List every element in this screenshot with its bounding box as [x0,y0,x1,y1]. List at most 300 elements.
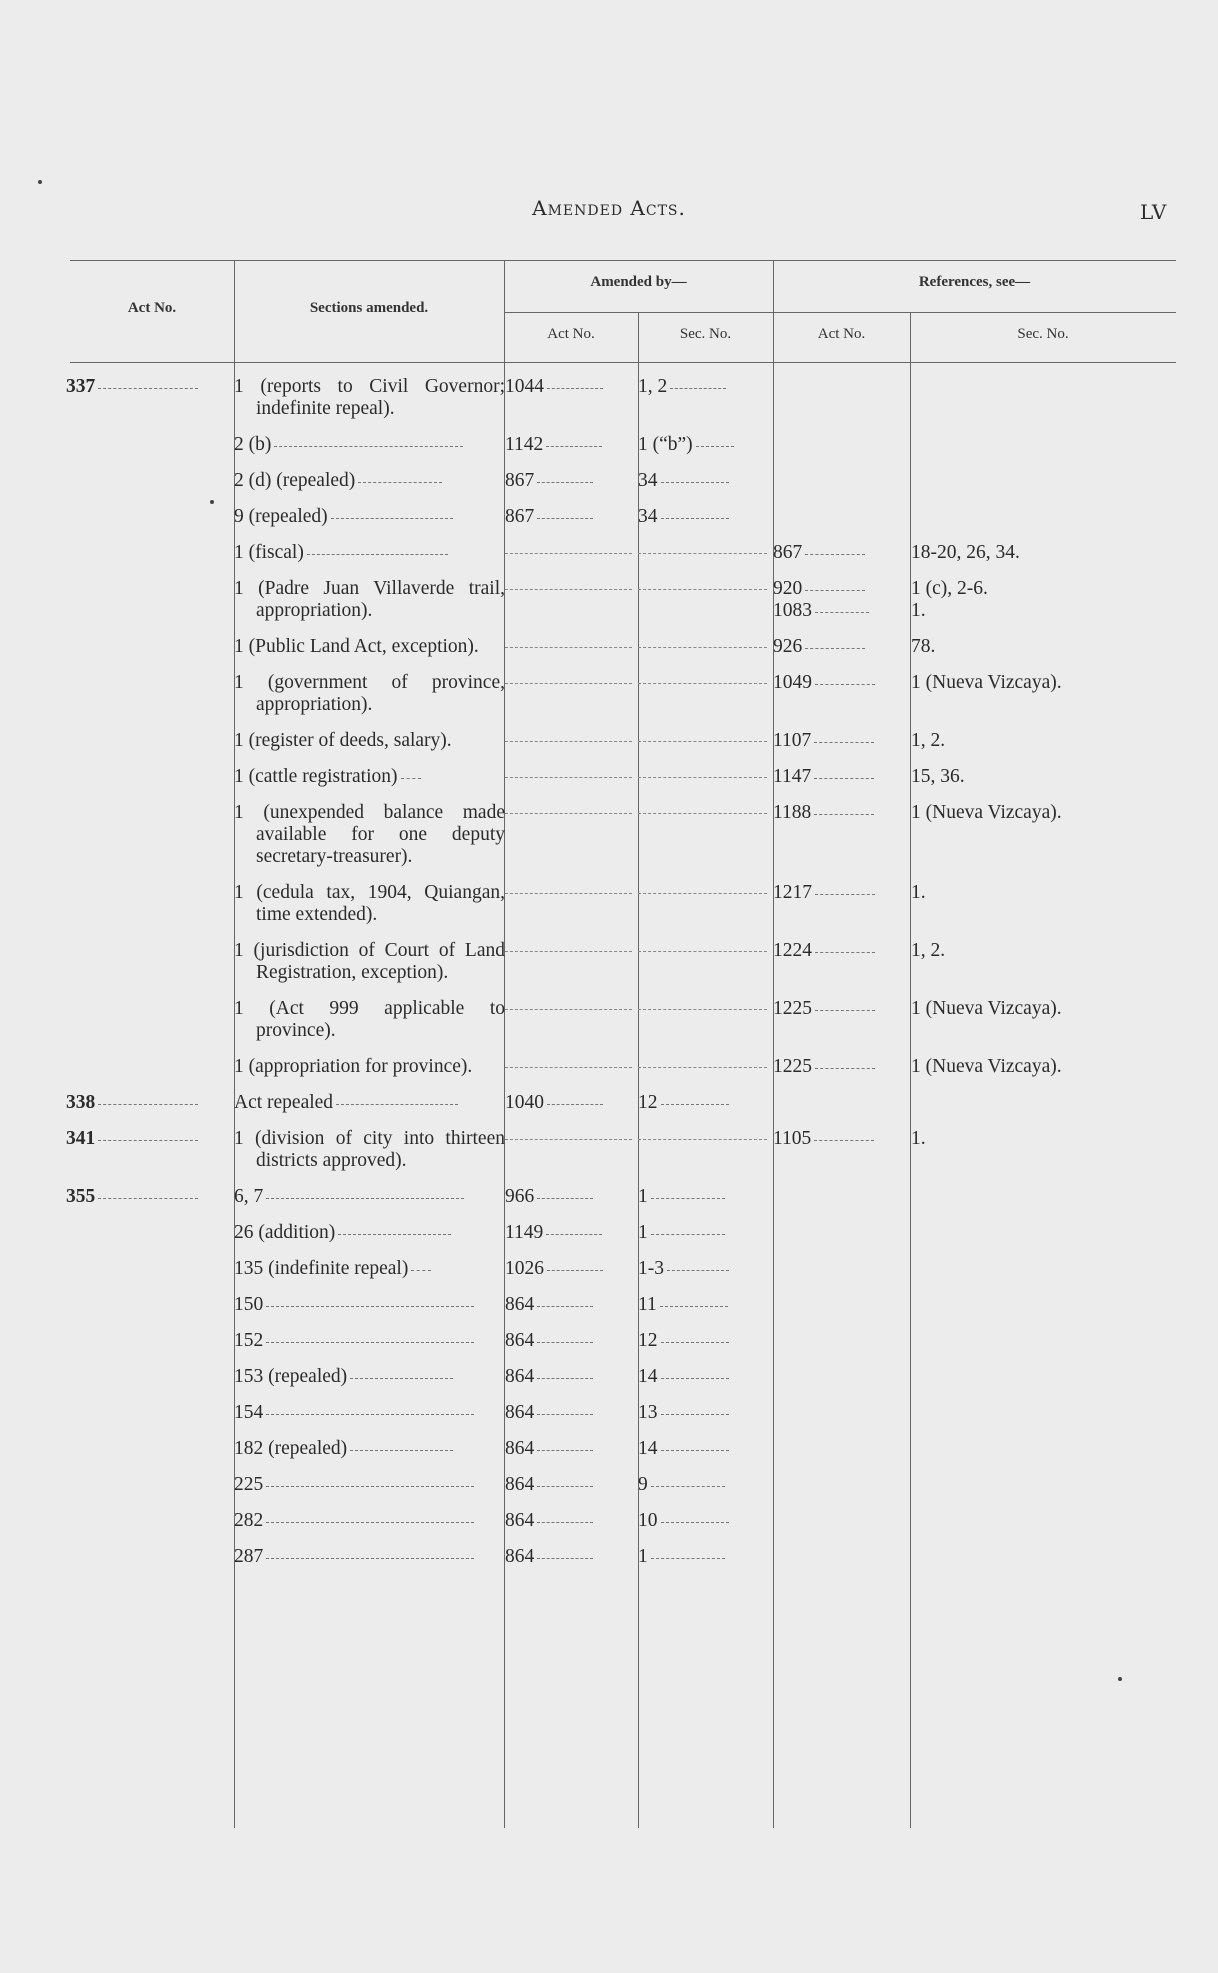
section-cell [234,578,505,636]
ref-act-cell [773,1294,911,1330]
amended-act-no: 1040 [505,1092,544,1113]
table-row [66,1474,1176,1510]
dot-leader [547,1269,603,1271]
ref-sec-cell [911,1222,1176,1258]
amended-sec-cell [638,730,773,766]
dot-leader [651,1557,725,1559]
dot-leader [411,1269,431,1271]
dash-fill [505,1056,632,1068]
section-text: 2 (d) (repealed) [234,470,505,492]
ref-act-cell [773,1366,911,1402]
ref-act-no: 1147 [773,766,812,787]
header-amended-by: Amended by— [590,274,687,290]
ref-act-no: 1224 [773,940,812,961]
ref-sec-cell [911,1402,1176,1438]
section-text: 225 [234,1474,505,1496]
amended-sec-cell [638,636,773,672]
ref-sec-no: 1 (c), 2-6. [911,578,988,599]
section-cell [234,1092,505,1128]
dot-leader [331,517,453,519]
dot-leader [98,1103,198,1105]
act-no-cell [66,1474,234,1510]
dash-fill [638,882,767,894]
dash-fill [505,998,632,1010]
table-row [66,578,1176,636]
act-no-cell [66,376,234,434]
dot-leader [338,1233,451,1235]
section-cell [234,1402,505,1438]
amended-act-cell [505,940,638,998]
amended-sec-no: 13 [638,1402,658,1423]
section-text: 1 (register of deeds, salary). [234,730,452,751]
ref-sec-no: 15, 36. [911,766,965,787]
ref-act-cell [773,766,911,802]
ref-act-cell [773,1546,911,1582]
section-text: 1 (reports to Civil Governor; indefinite repeal). [234,376,505,419]
amended-sec-cell [638,802,773,882]
amended-act-no: 864 [505,1474,535,1495]
section-text: 150 [234,1294,505,1316]
ref-act-cell [773,636,911,672]
amended-act-cell [505,730,638,766]
ref-act-cell [773,434,911,470]
amended-sec-no: 14 [638,1366,658,1387]
amended-sec-no: 12 [638,1092,658,1113]
act-no-cell [66,1330,234,1366]
dot-leader [805,589,865,591]
section-cell [234,998,505,1056]
ref-sec-cell [911,1546,1176,1582]
section-text: 26 (addition) [234,1222,505,1244]
amended-sec-cell [638,1128,773,1186]
table-row [66,1510,1176,1546]
dot-leader [661,1103,729,1105]
amended-act-cell [505,1546,638,1582]
ref-act-no: 920 [773,578,803,599]
dot-leader [537,1377,593,1379]
dot-leader [696,445,734,447]
amended-sec-cell [638,578,773,636]
amended-sec-no: 1 [638,1186,648,1207]
amended-act-cell [505,506,638,542]
amended-sec-cell [638,1546,773,1582]
ref-act-cell [773,940,911,998]
ref-sec-no: 1, 2. [911,730,946,751]
act-no-cell [66,506,234,542]
ref-sec-cell [911,578,1176,636]
dot-leader [815,1067,875,1069]
act-no-cell [66,1092,234,1128]
amended-act-cell [505,1330,638,1366]
amended-act-cell [505,434,638,470]
header-references: References, see— [918,274,1031,290]
dot-leader [651,1233,725,1235]
ref-sec-cell [911,636,1176,672]
dot-leader [805,553,865,555]
dot-leader [547,387,603,389]
section-cell [234,1222,505,1258]
act-no: 338 [66,1092,96,1113]
section-cell [234,1258,505,1294]
table-row [66,434,1176,470]
dot-leader [815,683,875,685]
table-row [66,1330,1176,1366]
table-row [66,1258,1176,1294]
section-text: 9 (repealed) [234,506,505,528]
ref-act-cell [773,998,911,1056]
dot-leader [667,1269,729,1271]
amended-sec-no: 1 [638,1222,648,1243]
table-row [66,730,1176,766]
dot-leader [814,741,874,743]
dot-leader [537,517,593,519]
ref-sec-cell [911,1474,1176,1510]
scan-speck [1118,1677,1122,1681]
dot-leader [815,893,875,895]
ref-act-no: 1049 [773,672,812,693]
dot-leader [266,1197,464,1199]
scan-speck [38,180,42,184]
dash-fill [638,636,767,648]
table-row [66,1222,1176,1258]
ref-sec-cell [911,940,1176,998]
section-text: 1 (government of province, appropriation). [234,672,505,715]
ref-sec-cell [911,1258,1176,1294]
dot-leader [274,445,463,447]
table-row [66,1092,1176,1128]
dot-leader [537,1197,593,1199]
act-no-cell [66,766,234,802]
section-cell [234,940,505,998]
page-number: LV [1140,200,1168,224]
dot-leader [350,1377,453,1379]
dot-leader [661,517,729,519]
dot-leader [661,1449,729,1451]
ref-act-cell [773,376,911,434]
amended-act-no: 864 [505,1438,535,1459]
section-text: 1 (division of city into thirteen districts approved). [234,1128,505,1171]
dot-leader [266,1485,474,1487]
ref-act-cell [773,1330,911,1366]
amended-act-no: 864 [505,1510,535,1531]
amended-sec-no: 34 [638,470,658,491]
act-no-cell [66,1258,234,1294]
act-no-cell [66,1222,234,1258]
dot-leader [537,1557,593,1559]
dot-leader [266,1557,474,1559]
ref-act-no: 1225 [773,998,812,1019]
ref-act-cell [773,470,911,506]
ref-act-no: 1217 [773,882,812,903]
act-no-cell [66,1186,234,1222]
dash-fill [505,542,632,554]
dot-leader [661,1413,729,1415]
amended-act-no: 966 [505,1186,535,1207]
section-cell [234,1546,505,1582]
table-row [66,542,1176,578]
section-cell [234,470,505,506]
table-row [66,1546,1176,1582]
dash-fill [505,730,632,742]
amended-act-cell [505,542,638,578]
section-cell [234,506,505,542]
dot-leader [266,1521,474,1523]
section-text: 2 (b) [234,434,505,456]
dot-leader [815,951,875,953]
dot-leader [815,1009,875,1011]
ref-sec-cell [911,542,1176,578]
dot-leader [660,1305,728,1307]
dot-leader [401,777,421,779]
dot-leader [266,1341,474,1343]
amended-sec-cell [638,998,773,1056]
ref-act-cell [773,802,911,882]
amended-act-no: 1044 [505,376,544,397]
section-text: 6, 7 [234,1186,505,1208]
table-row [66,1366,1176,1402]
section-text: 1 (Padre Juan Villaverde trail, appropriation). [234,578,505,621]
table-top-rule [70,260,1176,261]
ref-sec-cell [911,1128,1176,1186]
header-ref-act-no: Act No. [817,326,866,342]
ref-act-no: 1083 [773,600,812,621]
ref-sec-cell [911,766,1176,802]
dash-fill [505,1128,632,1140]
amended-act-cell [505,766,638,802]
section-cell [234,1330,505,1366]
ref-act-cell [773,1438,911,1474]
ref-act-no: 867 [773,542,803,563]
ref-sec-cell [911,1366,1176,1402]
table-row [66,1186,1176,1222]
amended-sec-cell [638,1330,773,1366]
amended-act-cell [505,882,638,940]
act-no-cell [66,1366,234,1402]
dash-fill [638,1056,767,1068]
table-row [66,802,1176,882]
amended-act-cell [505,1510,638,1546]
act-no-cell [66,1438,234,1474]
section-cell [234,1186,505,1222]
amended-sec-cell [638,672,773,730]
section-text: Act repealed [234,1092,505,1114]
dot-leader [651,1485,725,1487]
dash-fill [505,766,632,778]
section-text: 282 [234,1510,505,1532]
amended-act-no: 864 [505,1366,535,1387]
dot-leader [661,1377,729,1379]
ref-act-cell [773,1128,911,1186]
header-amended-sec-no: Sec. No. [679,326,732,342]
amended-sec-no: 1 [638,1546,648,1567]
act-no-cell [66,470,234,506]
section-text: 287 [234,1546,505,1568]
amended-sec-cell [638,766,773,802]
amended-act-no: 864 [505,1330,535,1351]
dot-leader [537,481,593,483]
amended-sec-no: 1 (“b”) [638,434,693,455]
amended-act-cell [505,1366,638,1402]
section-cell [234,1510,505,1546]
dot-leader [266,1305,474,1307]
section-cell [234,434,505,470]
dash-fill [638,672,767,684]
ref-act-no: 926 [773,636,803,657]
table-row [66,1402,1176,1438]
amended-sec-cell [638,1258,773,1294]
dot-leader [537,1521,593,1523]
dot-leader [350,1449,453,1451]
header-bottom-rule [70,362,1176,363]
dash-fill [638,542,767,554]
amended-act-cell [505,1222,638,1258]
section-cell [234,672,505,730]
section-cell [234,1056,505,1092]
section-cell [234,730,505,766]
section-text: 1 (cedula tax, 1904, Quiangan, time extended). [234,882,505,925]
amended-act-cell [505,1258,638,1294]
act-no-cell [66,672,234,730]
amended-sec-cell [638,882,773,940]
amended-act-cell [505,1128,638,1186]
table-row [66,506,1176,542]
amended-act-no: 864 [505,1402,535,1423]
dot-leader [814,813,874,815]
section-cell [234,1294,505,1330]
dot-leader [815,611,869,613]
section-text: 1 (Public Land Act, exception). [234,636,479,657]
act-no-cell [66,1294,234,1330]
table-row [66,882,1176,940]
table-row [66,940,1176,998]
ref-sec-cell [911,1092,1176,1128]
amended-act-cell [505,998,638,1056]
ref-sec-cell [911,470,1176,506]
act-no-cell [66,578,234,636]
ref-sec-no: 1 (Nueva Vizcaya). [911,998,1062,1019]
dot-leader [307,553,448,555]
amended-sec-no: 11 [638,1294,657,1315]
amended-sec-cell [638,434,773,470]
act-no-cell [66,940,234,998]
section-cell [234,766,505,802]
table-row [66,998,1176,1056]
section-cell [234,636,505,672]
amended-act-cell [505,1186,638,1222]
act-no-cell [66,434,234,470]
act-no-cell [66,998,234,1056]
act-no-cell [66,636,234,672]
dot-leader [547,1103,603,1105]
dot-leader [537,1449,593,1451]
dash-fill [638,802,767,814]
ref-sec-cell [911,376,1176,434]
table-body [66,376,1176,1582]
section-cell [234,1438,505,1474]
dot-leader [266,1413,474,1415]
ref-act-cell [773,1474,911,1510]
dash-fill [638,940,767,952]
dot-leader [537,1485,593,1487]
dash-fill [505,940,632,952]
amended-sec-cell [638,542,773,578]
ref-sec-cell [911,1438,1176,1474]
ref-act-cell [773,1222,911,1258]
section-text: 1 (unexpended balance made available for one deputy secretary-treasurer). [234,802,505,867]
section-text: 152 [234,1330,505,1352]
amended-sec-cell [638,1366,773,1402]
amended-act-cell [505,578,638,636]
ref-sec-cell [911,1510,1176,1546]
ref-sec-no: 1, 2. [911,940,946,961]
ref-sec-cell [911,730,1176,766]
dash-fill [638,766,767,778]
section-text: 154 [234,1402,505,1424]
act-no-cell [66,882,234,940]
amended-act-no: 1142 [505,434,544,455]
ref-act-cell [773,1402,911,1438]
dot-leader [537,1341,593,1343]
amended-sec-cell [638,470,773,506]
amended-sec-no: 1, 2 [638,376,668,397]
act-no-cell [66,1546,234,1582]
dot-leader [661,1521,729,1523]
section-cell [234,1128,505,1186]
act-no-cell [66,542,234,578]
table-row [66,1056,1176,1092]
table-row [66,376,1176,434]
amended-act-cell [505,1474,638,1510]
act-no: 341 [66,1128,96,1149]
act-no: 337 [66,376,96,397]
ref-act-cell [773,1510,911,1546]
section-text: 1 (fiscal) [234,542,505,564]
section-text: 1 (appropriation for province). [234,1056,473,1077]
section-text: 135 (indefinite repeal) [234,1258,505,1280]
ref-sec-no: 78. [911,636,936,657]
ref-act-cell [773,1092,911,1128]
dot-leader [546,445,602,447]
ref-sec-cell [911,672,1176,730]
dash-fill [505,636,632,648]
dot-leader [98,387,198,389]
header-act-no: Act No. [127,300,177,316]
ref-act-cell [773,882,911,940]
dot-leader [537,1305,593,1307]
amended-act-cell [505,1056,638,1092]
amended-act-cell [505,1092,638,1128]
dot-leader [537,1413,593,1415]
dot-leader [651,1197,725,1199]
amended-act-no: 1026 [505,1258,544,1279]
amended-sec-cell [638,1294,773,1330]
table-row [66,672,1176,730]
section-cell [234,1366,505,1402]
dash-fill [505,802,632,814]
amended-act-cell [505,636,638,672]
ref-sec-no: 1. [911,882,926,903]
act-no-cell [66,1128,234,1186]
table-row [66,470,1176,506]
header-amended-act-no: Act No. [547,326,595,342]
ref-sec-cell [911,434,1176,470]
dot-leader [814,1139,874,1141]
amended-sec-cell [638,1402,773,1438]
dash-fill [638,998,767,1010]
section-text: 182 (repealed) [234,1438,505,1460]
table-row [66,1438,1176,1474]
amended-sec-cell [638,1092,773,1128]
